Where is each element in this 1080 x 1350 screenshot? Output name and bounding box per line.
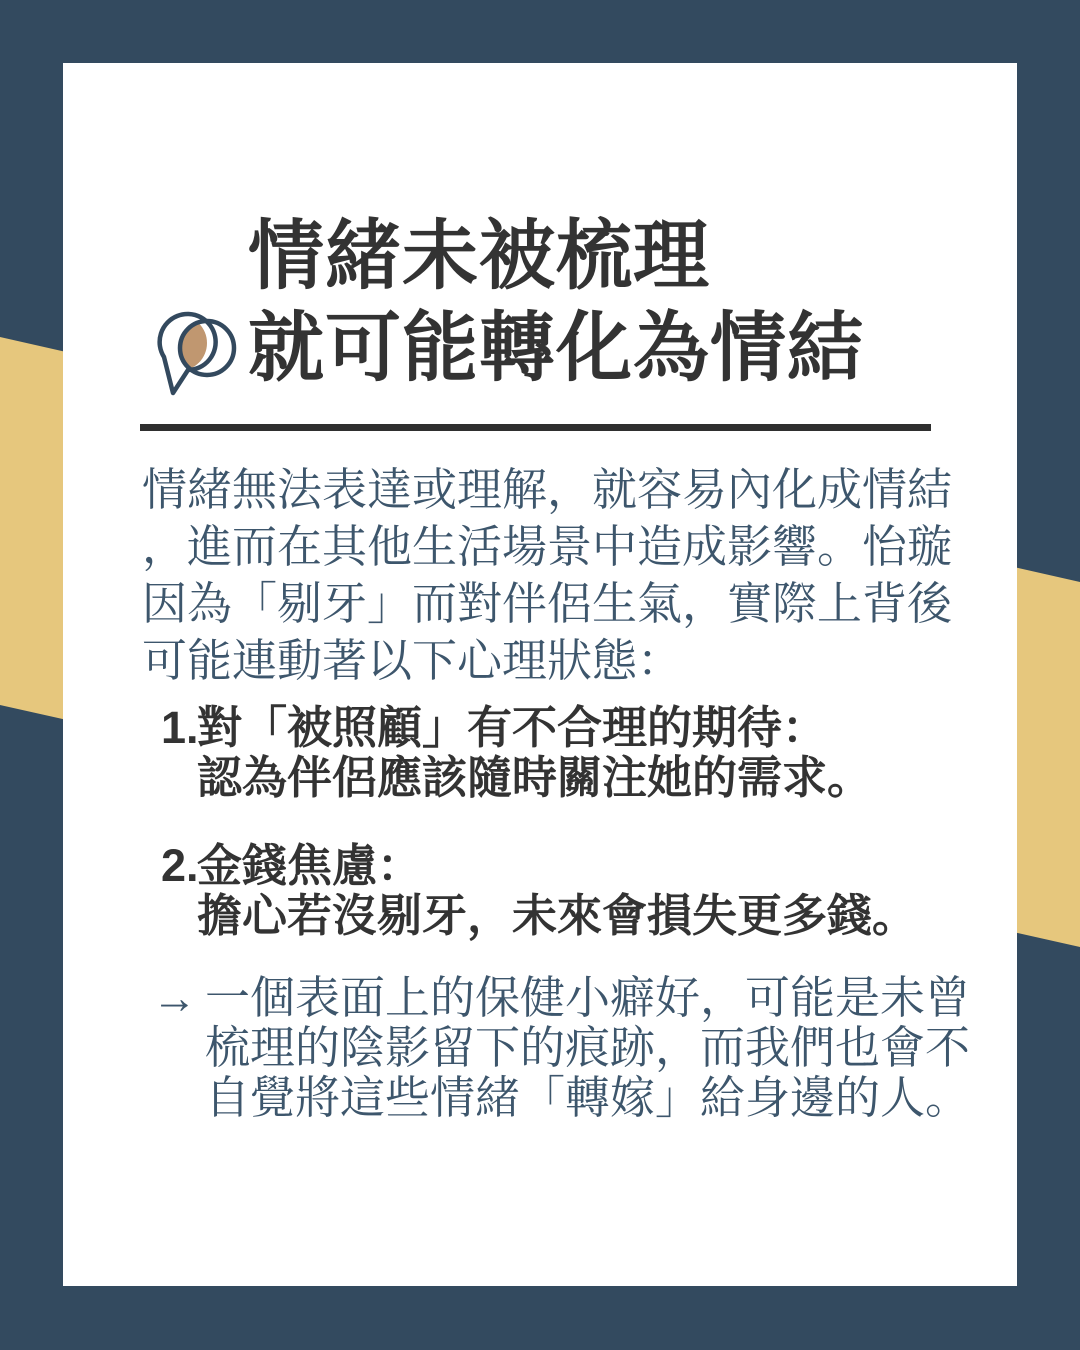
conclusion-line: 自覺將這些情緒「轉嫁」給身邊的人。 [205,1072,971,1123]
title-line-1: 情緒未被梳理 [248,214,710,299]
list-item-2-detail: 擔心若沒剔牙，未來會損失更多錢。 [197,890,918,941]
speech-bubbles-icon [147,311,243,415]
list-item-1 [161,703,872,803]
intro-line: ，進而在其他生活場景中造成影響。怡璇 [142,521,953,572]
intro-line: 情緒無法表達或理解，就容易內化成情結 [142,464,953,515]
list-item-2-heading: 金錢焦慮： [197,840,423,891]
list-item-2-number: 2. [161,840,199,891]
conclusion-text [205,973,970,1123]
list-item-1-heading: 對「被照顧」有不合理的期待： [197,702,828,753]
conclusion-line: 一個表面上的保健小癖好，可能是未曾 [205,972,971,1023]
list-item-1-detail: 認為伴侶應該隨時關注她的需求。 [197,752,873,803]
title-line-2: 就可能轉化為情結 [248,306,864,391]
list-item-1-text [197,703,872,803]
page-title [248,211,864,395]
conclusion-line: 梳理的陰影留下的痕跡，而我們也會不 [205,1022,971,1073]
intro-paragraph [142,461,952,689]
title-divider [140,424,931,431]
right-arrow-icon: → [152,972,197,1023]
list-item-2-text [197,841,917,941]
intro-line: 可能連動著以下心理狀態： [142,635,683,686]
intro-line: 因為「剔牙」而對伴侶生氣，實際上背後 [142,578,953,629]
conclusion-paragraph [152,973,970,1123]
list-item-1-number: 1. [161,702,199,753]
content-card [63,63,1017,1286]
list-item-2 [161,841,917,941]
